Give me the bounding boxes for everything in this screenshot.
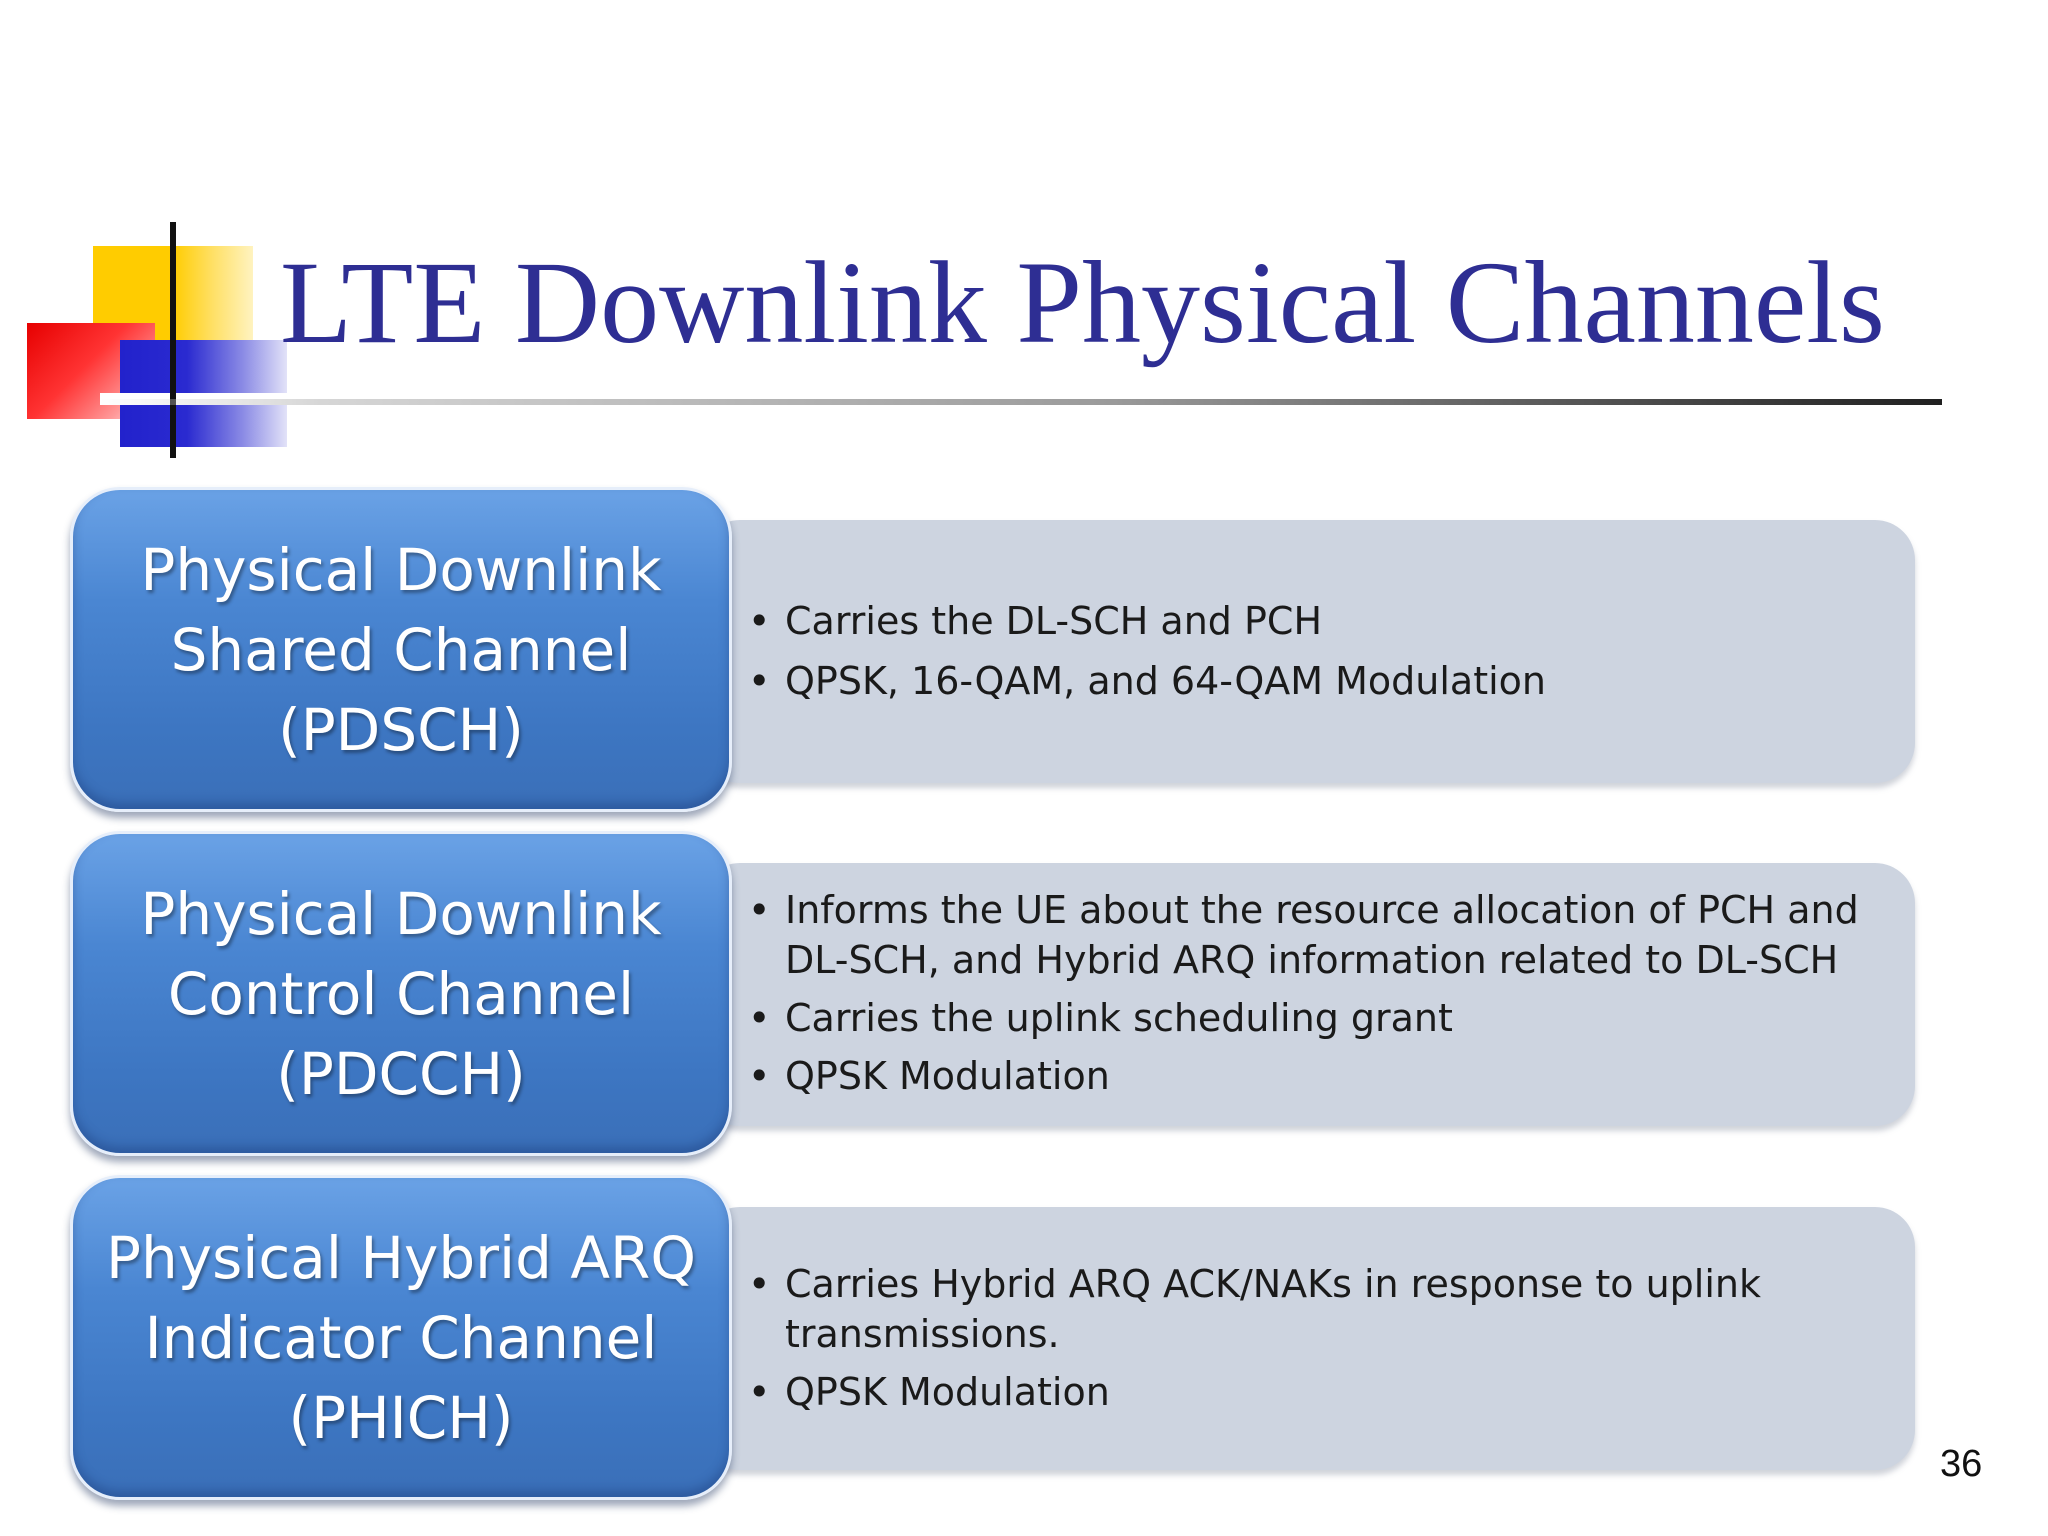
bullet-item: [748, 596, 1875, 646]
bullet-list: [748, 1259, 1875, 1417]
bullet-dot: •: [748, 599, 771, 643]
bullet-dot: •: [748, 996, 771, 1040]
bullet-dot: •: [748, 888, 771, 932]
bullet-item: [748, 1259, 1875, 1359]
bullet-item: [748, 1051, 1875, 1101]
channel-name-line: Indicator Channel: [144, 1303, 658, 1372]
channel-box-pdcch: [70, 831, 732, 1156]
bullet-text: QPSK Modulation: [785, 1370, 1110, 1414]
bullet-dot: •: [748, 1054, 771, 1098]
bullet-dot: •: [748, 1370, 771, 1414]
channel-name-line: Physical Downlink: [140, 879, 662, 948]
bullet-text: Carries the uplink scheduling grant: [785, 996, 1453, 1040]
bullet-dot: •: [748, 659, 771, 703]
channel-box-pdsch: [70, 487, 732, 812]
title-underline: [100, 399, 1942, 405]
channel-description-panel-pdcch: [700, 863, 1915, 1126]
channel-description-panel-pdsch: [700, 520, 1915, 783]
bullet-text: QPSK, 16-QAM, and 64-QAM Modulation: [785, 659, 1547, 703]
page-number: 36: [1940, 1443, 1983, 1485]
bullet-list: [748, 596, 1875, 706]
logo-vertical-line: [170, 222, 176, 458]
bullet-item: [748, 885, 1875, 985]
channel-name: [140, 874, 661, 1114]
bullet-item: [748, 656, 1875, 706]
bullet-list: [748, 885, 1875, 1101]
channel-name-line: Physical Hybrid ARQ: [106, 1223, 696, 1292]
bullet-item: [748, 1367, 1875, 1417]
bullet-text: Informs the UE about the resource allocation of PCH and DL-SCH, and Hybrid ARQ information related to DL-SCH: [785, 888, 1859, 982]
channel-description-panel-phich: [700, 1207, 1915, 1470]
bullet-text: QPSK Modulation: [785, 1054, 1110, 1098]
channel-name-line: (PDSCH): [278, 695, 524, 764]
channel-name-line: Shared Channel: [170, 615, 632, 684]
channel-name-line: Physical Downlink: [140, 535, 662, 604]
channel-name-line: (PDCCH): [276, 1039, 526, 1108]
bullet-text: Carries Hybrid ARQ ACK/NAKs in response to uplink transmissions.: [785, 1262, 1761, 1356]
bullet-dot: •: [748, 1262, 771, 1306]
bullet-text: Carries the DL-SCH and PCH: [785, 599, 1323, 643]
channel-name: [140, 530, 661, 770]
channel-name: [106, 1218, 696, 1458]
channel-box-phich: [70, 1175, 732, 1500]
bullet-item: [748, 993, 1875, 1043]
page-title: LTE Downlink Physical Channels: [280, 237, 1885, 368]
channel-name-line: (PHICH): [288, 1383, 514, 1452]
channel-name-line: Control Channel: [167, 959, 635, 1028]
